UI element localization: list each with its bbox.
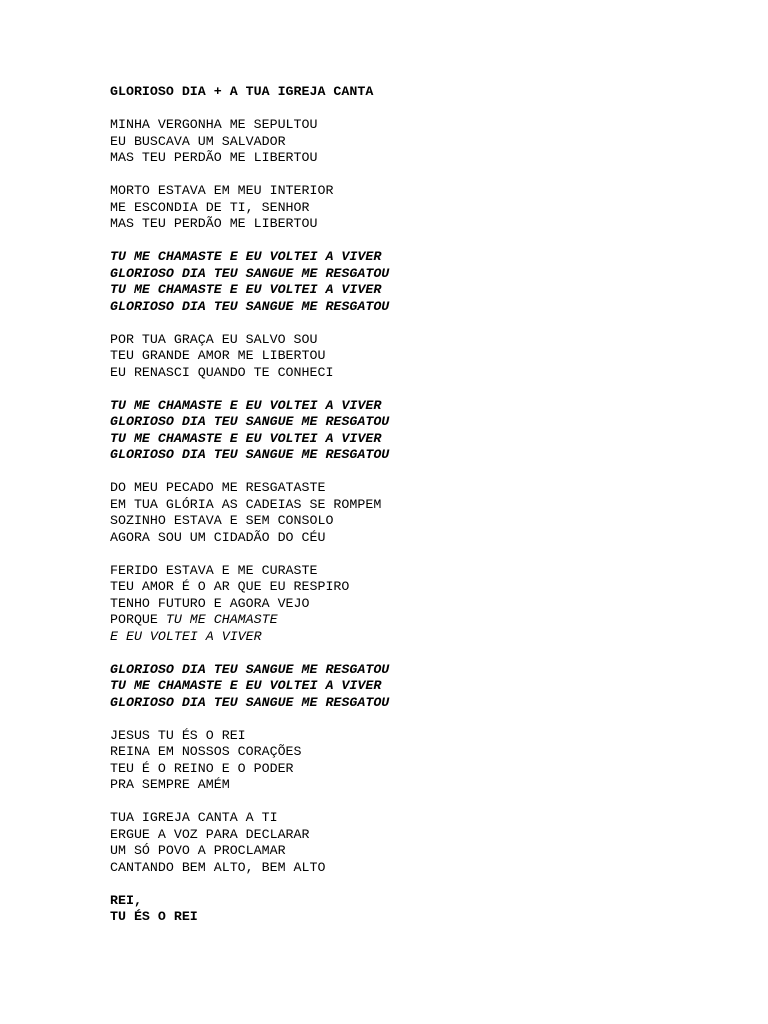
lyric-line: MORTO ESTAVA EM MEU INTERIOR [110, 183, 334, 198]
chorus-line: GLORIOSO DIA TEU SANGUE ME RESGATOU [110, 298, 390, 314]
lyric-line: TEU AMOR É O AR QUE EU RESPIRO [110, 579, 350, 594]
verse-3 [110, 332, 750, 382]
lyric-line: EU RENASCI QUANDO TE CONHECI [110, 364, 334, 380]
lyric-line-mixed [110, 612, 750, 629]
verse-4 [110, 480, 750, 546]
lyric-line: REINA EM NOSSOS CORAÇÕES [110, 744, 302, 759]
lyric-line: MAS TEU PERDÃO ME LIBERTOU [110, 150, 318, 165]
chorus-1 [110, 249, 750, 315]
chorus-line: GLORIOSO DIA TEU SANGUE ME RESGATOU [110, 414, 390, 429]
lyric-line: TEU GRANDE AMOR ME LIBERTOU [110, 348, 326, 363]
lyric-line: SOZINHO ESTAVA E SEM CONSOLO [110, 513, 334, 528]
lyric-line: AGORA SOU UM CIDADÃO DO CÉU [110, 529, 326, 545]
chorus-line: GLORIOSO DIA TEU SANGUE ME RESGATOU [110, 447, 390, 462]
lyric-line: TEU É O REINO E O PODER [110, 760, 294, 776]
lyric-line: TU ÉS O REI [110, 909, 198, 924]
lyric-line-italic: E EU VOLTEI A VIVER [110, 628, 262, 644]
chorus-2 [110, 398, 750, 464]
verse-7 [110, 810, 750, 876]
verse-1 [110, 117, 750, 167]
chorus-line: TU ME CHAMASTE E EU VOLTEI A VIVER [110, 430, 382, 446]
chorus-line: GLORIOSO DIA TEU SANGUE ME RESGATOU [110, 265, 390, 281]
lyric-line: DO MEU PECADO ME RESGATASTE [110, 480, 326, 495]
lyric-line: POR TUA GRAÇA EU SALVO SOU [110, 331, 318, 347]
chorus-line: GLORIOSO DIA TEU SANGUE ME RESGATOU [110, 661, 390, 677]
chorus-line: TU ME CHAMASTE E EU VOLTEI A VIVER [110, 249, 382, 264]
lyric-prefix: PORQUE [110, 612, 166, 627]
lyric-line: UM SÓ POVO A PROCLAMAR [110, 843, 286, 858]
verse-2 [110, 183, 750, 233]
lyric-line: FERIDO ESTAVA E ME CURASTE [110, 562, 318, 578]
lyric-line: MAS TEU PERDÃO ME LIBERTOU [110, 216, 318, 231]
lyric-line: ME ESCONDIA DE TI, SENHOR [110, 199, 310, 215]
lyric-line: MINHA VERGONHA ME SEPULTOU [110, 117, 318, 132]
chorus-line: GLORIOSO DIA TEU SANGUE ME RESGATOU [110, 694, 390, 710]
song-title: GLORIOSO DIA + A TUA IGREJA CANTA [110, 84, 374, 99]
lyric-line: JESUS TU ÉS O REI [110, 727, 246, 743]
chorus-3 [110, 662, 750, 712]
chorus-line: TU ME CHAMASTE E EU VOLTEI A VIVER [110, 678, 382, 693]
lyrics-page [110, 84, 750, 942]
lyric-line: TENHO FUTURO E AGORA VEJO [110, 595, 310, 611]
lyric-line: PRA SEMPRE AMÉM [110, 777, 230, 792]
verse-6 [110, 728, 750, 794]
final-stanza [110, 893, 750, 926]
verse-5 [110, 563, 750, 646]
lyric-line: EU BUSCAVA UM SALVADOR [110, 133, 286, 149]
lyric-line: REI, [110, 892, 142, 908]
lyric-line: CANTANDO BEM ALTO, BEM ALTO [110, 859, 326, 875]
lyric-line: TUA IGREJA CANTA A TI [110, 810, 278, 825]
chorus-line: TU ME CHAMASTE E EU VOLTEI A VIVER [110, 282, 382, 297]
chorus-line: TU ME CHAMASTE E EU VOLTEI A VIVER [110, 397, 382, 413]
lyric-italic-part: TU ME CHAMASTE [165, 612, 278, 627]
lyric-line: ERGUE A VOZ PARA DECLARAR [110, 826, 310, 842]
lyric-line: EM TUA GLÓRIA AS CADEIAS SE ROMPEM [110, 496, 382, 512]
